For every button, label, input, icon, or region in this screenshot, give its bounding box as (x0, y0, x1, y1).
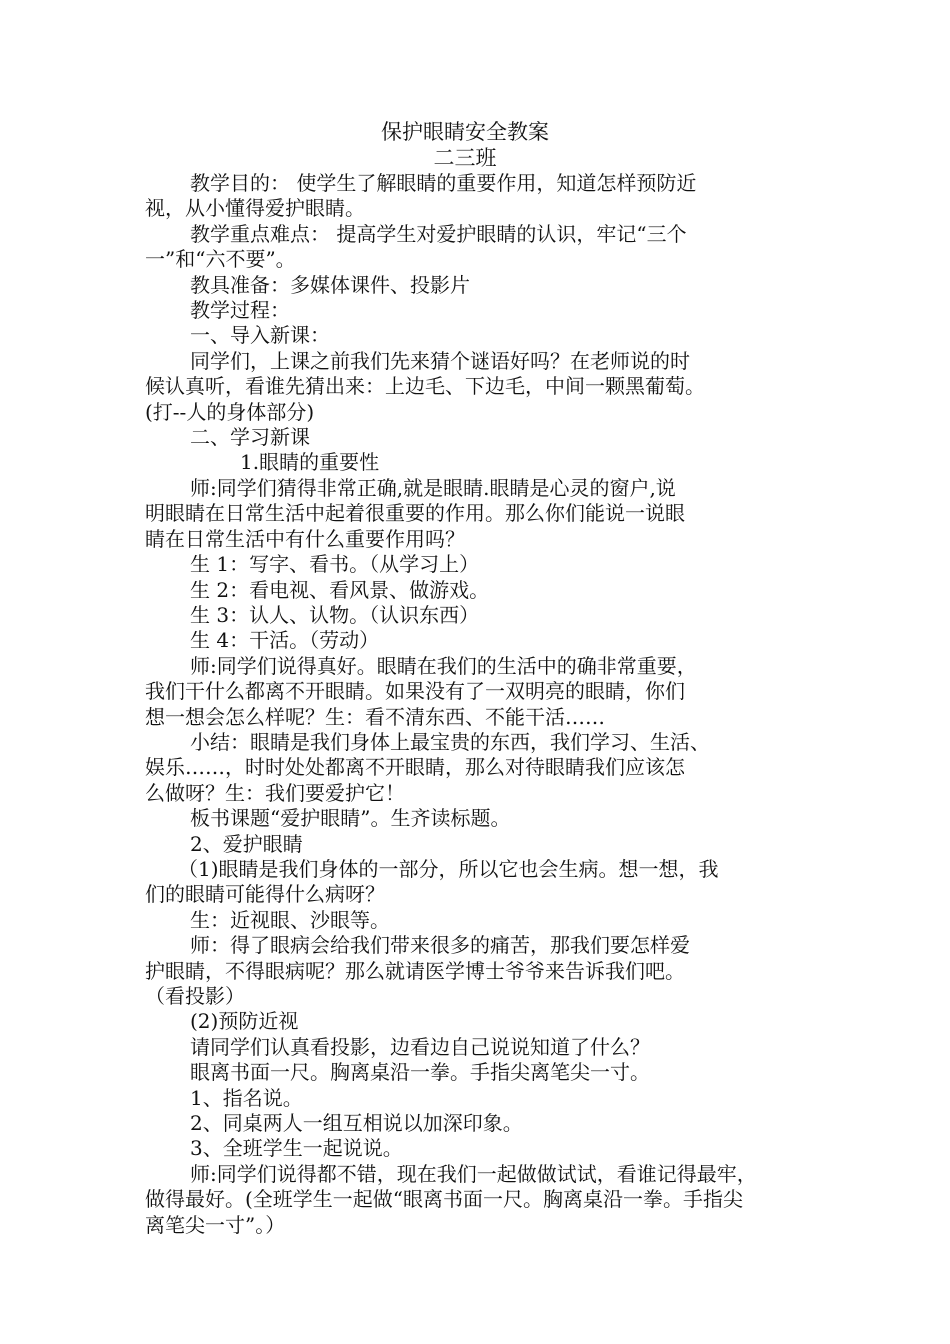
text-line: 教学目的： 使学生了解眼睛的重要作用，知道怎样预防近 (190, 171, 697, 195)
text-line: 二、学习新课 (190, 425, 310, 450)
text-line: (打--人的身体部分) (145, 399, 315, 424)
text-line: 做得最好。(全班学生一起做“眼离书面一尺。胸离桌沿一拳。手指尖 (145, 1187, 744, 1212)
text-line: 离笔尖一寸”。） (145, 1212, 286, 1237)
text-line: 1、指名说。 (190, 1085, 303, 1110)
text-line: 小结：眼睛是我们身体上最宝贵的东西，我们学习、生活、 (190, 729, 710, 754)
document-title: 保护眼睛安全教案 (381, 120, 549, 144)
text-line: 护眼睛，不得眼病呢？那么就请医学博士爷爷来告诉我们吧。 (145, 958, 685, 983)
text-line: 一、导入新课： (190, 323, 330, 348)
text-line: 3、全班学生一起说说。 (190, 1136, 403, 1161)
text-line: （1)眼睛是我们身体的一部分，所以它也会生病。想一想，我 (178, 856, 719, 881)
text-line: 教具准备：多媒体课件、投影片 (190, 272, 470, 297)
text-line: 生 4：干活。（劳动） (190, 628, 380, 653)
text-line: 教学重点难点： 提高学生对爱护眼睛的认识，牢记“三个 (190, 221, 687, 246)
text-line: 明眼睛在日常生活中起着很重要的作用。那么你们能说一说眼 (145, 501, 685, 526)
text-line: 娱乐……，时时处处都离不开眼睛，那么对待眼睛我们应该怎 (145, 755, 685, 780)
text-line: 生 1：写字、看书。（从学习上） (190, 552, 480, 577)
text-line: 1.眼睛的重要性 (240, 450, 380, 475)
document-body (145, 118, 810, 1238)
text-line: 们的眼睛可能得什么病呀？ (145, 882, 385, 907)
text-line: 候认真听，看谁先猜出来：上边毛、下边毛，中间一颗黑葡萄。 (145, 374, 705, 399)
text-line: 2、爱护眼睛 (190, 831, 303, 856)
text-line: 2、同桌两人一组互相说以加深印象。 (190, 1111, 523, 1136)
text-line: （看投影） (145, 984, 245, 1008)
text-line: 板书课题“爱护眼睛”。生齐读标题。 (190, 806, 511, 831)
text-line: 师:同学们说得都不错，现在我们一起做做试试，看谁记得最牢， (190, 1161, 757, 1186)
text-line: 生 3：认人、认物。（认识东西） (190, 602, 480, 627)
text-line: 师：得了眼病会给我们带来很多的痛苦，那我们要怎样爱 (190, 933, 690, 958)
text-line: 生：近视眼、沙眼等。 (190, 907, 390, 932)
text-line: 么做呀？生：我们要爱护它！ (145, 780, 405, 805)
text-line: (2)预防近视 (190, 1009, 299, 1034)
lesson-plan-text (145, 171, 810, 1238)
class-name: 二三班 (433, 146, 497, 170)
text-line: 生 2：看电视、看风景、做游戏。 (190, 577, 490, 602)
text-line: 教学过程： (190, 298, 290, 323)
text-line: 睛在日常生活中有什么重要作用吗？ (145, 526, 465, 551)
text-line: 视，从小懂得爱护眼睛。 (145, 196, 365, 221)
text-line: 想一想会怎么样呢？生：看不清东西、不能干活…… (145, 704, 605, 729)
text-line: 师:同学们说得真好。眼睛在我们的生活中的确非常重要， (190, 653, 697, 678)
text-line: 同学们，上课之前我们先来猜个谜语好吗？在老师说的时 (190, 348, 690, 373)
text-line: 眼离书面一尺。胸离桌沿一拳。手指尖离笔尖一寸。 (190, 1060, 650, 1085)
text-line: 请同学们认真看投影，边看边自己说说知道了什么？ (190, 1034, 650, 1059)
text-line: 师:同学们猜得非常正确,就是眼睛.眼睛是心灵的窗户,说 (190, 475, 676, 500)
text-line: 一”和“六不要”。 (145, 247, 296, 272)
text-line: 我们干什么都离不开眼睛。如果没有了一双明亮的眼睛，你们 (145, 679, 685, 704)
